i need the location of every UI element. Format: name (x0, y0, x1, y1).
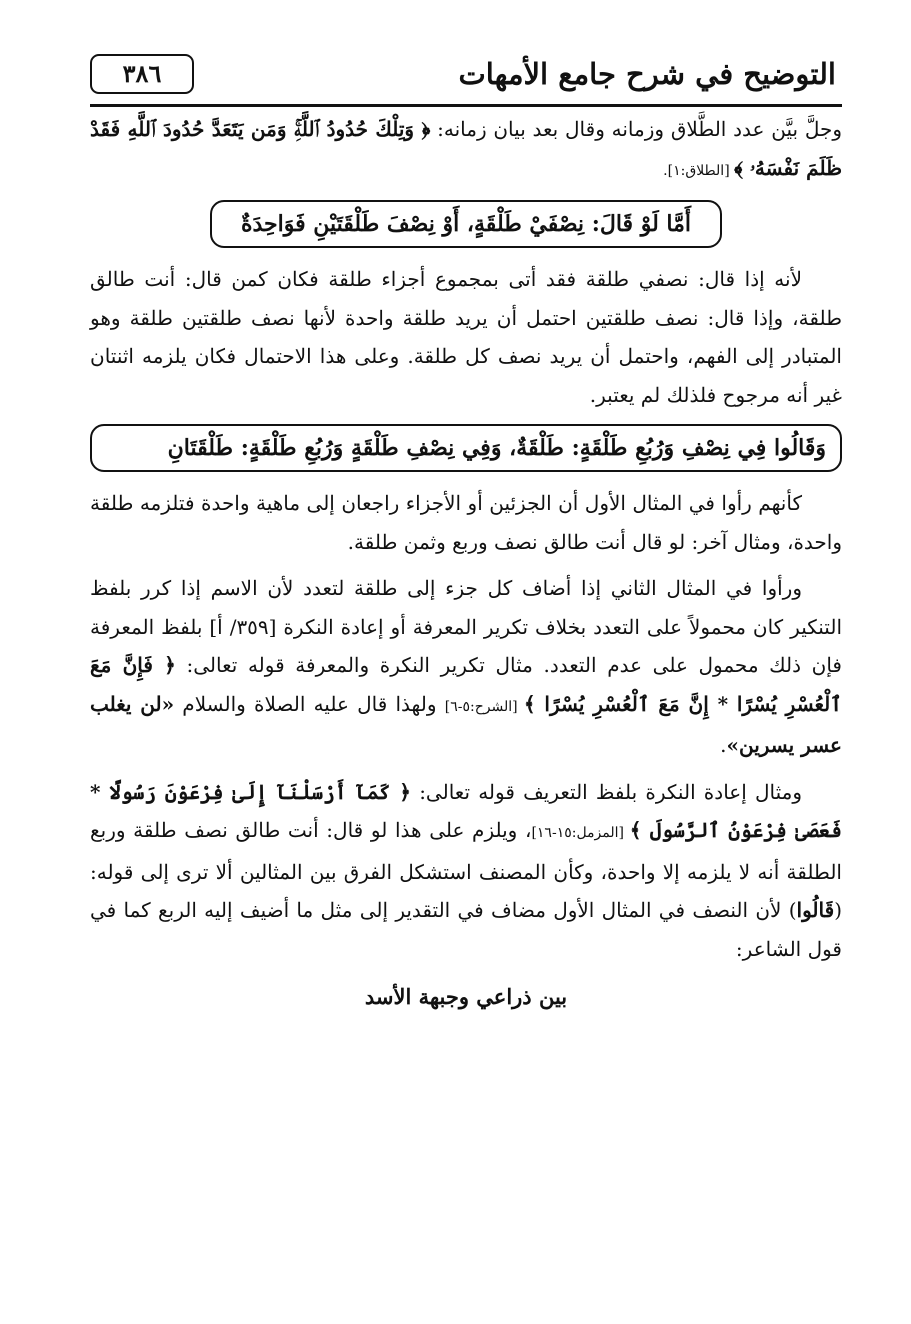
page-header (90, 52, 842, 104)
quran-ref-muzzammil: [المزمل:١٥-١٦] (531, 825, 630, 841)
matn-box-1: أَمَّا لَوْ قَالَ: نِصْفَيْ طَلْقَةٍ، أَوْ نِصْفَ طَلْقَتَيْنِ فَوَاحِدَةٌ (210, 200, 722, 248)
quran-ref-talaq: [الطلاق:١]. (663, 162, 735, 179)
paragraph-2: لأنه إذا قال: نصفي طلقة فقد أتى بمجموع أجزاء طلقة فكان كمن قال: أنت طالق طلقة، وإذا قال: نصف طلقتين احتمل أن يريد طلقة واحدة لأنها نصف طلقتين طلقة وهو المتبادر إلى الفهم، واحتمل أن يريد نصف كل طلقة. وعلى هذا الاحتمال فكان يلزمه اثنتان غير أنه مرجوح فلذلك لم يعتبر. (90, 267, 842, 407)
paragraph-4-text-b: ولهذا قال عليه الصلاة والسلام (174, 691, 445, 716)
header-divider (90, 104, 842, 107)
paragraph-4-end: . (720, 733, 727, 757)
poetry-verse: بين ذراعي وجبهة الأسد (364, 984, 568, 1009)
paragraph-1 (90, 110, 842, 190)
quran-ref-sharh: [الشرح:٥-٦] (444, 698, 524, 715)
paragraph-3: كأنهم رأوا في المثال الأول أن الجزئين أو الأجزاء راجعان إلى ماهية واحدة فتلزمه طلقة واحدة، ومثال آخر: لو قال أنت طالق نصف وربع وثمن طلقة. (90, 491, 842, 554)
quran-verse-muzzammil: ﴿ كَمَآ أَرْسَلْنَآ إِلَىٰ فِرْعَوْنَ رَسُولًا * فَعَصَىٰ فِرْعَوْنُ ٱلرَّسُولَ ﴾ (90, 779, 842, 842)
paragraph-4-text: ورأوا في المثال الثاني إذا أضاف كل جزء إلى طلقة لتعدد لأن الاسم إذا كرر بلفظ التنكير كان محمولاً على التعدد بخلاف تكرير المعرفة أو إعادة النكرة [٣٥٩/ أ] بلفظ المعرفة فإن ذلك محمول على عدم التعدد. مثال تكرير النكرة والمعرفة قوله تعالى: (90, 576, 842, 677)
quran-verse-talaq: ﴿ وَتِلْكَ حُدُودُ ٱللَّهِۚ وَمَن يَتَعَدَّ حُدُودَ ٱللَّهِ فَقَدْ ظَلَمَ نَفْسَهُۥ ﴾ (90, 117, 842, 180)
page-body (90, 110, 842, 1017)
hadith-quote: «لن يغلب عسر يسرين» (90, 691, 842, 757)
book-title: التوضيح في شرح جامع الأمهات (458, 57, 836, 91)
paragraph-5 (90, 773, 842, 969)
book-page (90, 40, 842, 1290)
page-number-badge: ٣٨٦ (90, 54, 194, 94)
paragraph-4 (90, 569, 842, 765)
quran-verse-sharh: ﴿ فَإِنَّ مَعَ ٱلْعُسْرِ يُسْرًا * إِنَّ مَعَ ٱلْعُسْرِ يُسْرًا ﴾ (90, 653, 842, 716)
paragraph-5-text: ومثال إعادة النكرة بلفظ التعريف قوله تعالى: (411, 779, 802, 804)
qalu-term: قَالُوا (796, 898, 835, 922)
paragraph-5-text-b: ، ويلزم على هذا لو قال: أنت طالق نصف طلقة وربع الطلقة أنه لا يلزمه إلا واحدة، وكأن المصنف استشكل الفرق بين المثالين ألا ترى إلى قوله: ( (90, 818, 842, 922)
paragraph-5-text-c: ) لأن النصف في المثال الأول مضاف في التقدير إلى مثل ما أضيف إليه الربع كما في قول الشاعر: (90, 898, 842, 961)
matn-box-2: وَقَالُوا فِي نِصْفِ وَرُبُعِ طَلْقَةٍ: طَلْقَةٌ، وَفِي نِصْفِ طَلْقَةٍ وَرُبُعِ طَلْقَةٍ: طَلْقَتَانِ (90, 424, 842, 472)
paragraph-1-text: وجلَّ بيَّن عدد الطَّلاق وزمانه وقال بعد بيان زمانه: (430, 117, 843, 141)
